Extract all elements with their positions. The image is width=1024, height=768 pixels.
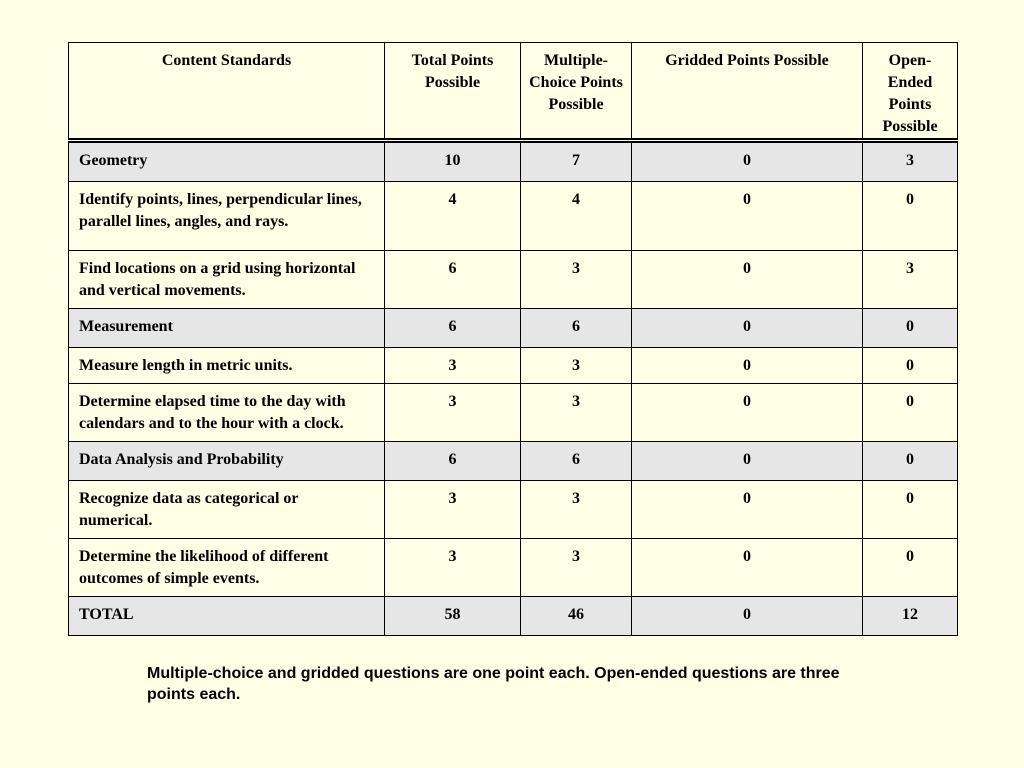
header-gridded-points: Gridded Points Possible (632, 43, 863, 141)
row-label: Measure length in metric units. (69, 348, 385, 384)
row-label: Measurement (69, 309, 385, 348)
table-row (69, 442, 958, 481)
total-points-cell: 4 (385, 182, 521, 251)
total-points-cell: 3 (385, 539, 521, 597)
footnote: Multiple-choice and gridded questions are one point each. Open-ended questions are three points each. (147, 665, 840, 703)
gridded-cell: 0 (632, 251, 863, 309)
table-header-row (69, 43, 958, 141)
total-points-cell: 6 (385, 251, 521, 309)
open-ended-cell: 0 (863, 539, 958, 597)
multiple-choice-cell: 4 (521, 182, 632, 251)
gridded-cell: 0 (632, 384, 863, 442)
row-label: Identify points, lines, perpendicular lines, parallel lines, angles, and rays. (69, 182, 385, 251)
table-row (69, 309, 958, 348)
row-label: Recognize data as categorical or numerical. (69, 481, 385, 539)
table-row (69, 348, 958, 384)
table-row (69, 182, 958, 251)
table-row-total (69, 597, 958, 636)
table-row (69, 481, 958, 539)
row-label: TOTAL (69, 597, 385, 636)
table-row (69, 141, 958, 182)
open-ended-cell: 3 (863, 141, 958, 182)
multiple-choice-cell: 6 (521, 442, 632, 481)
total-points-cell: 58 (385, 597, 521, 636)
open-ended-cell: 0 (863, 481, 958, 539)
gridded-cell: 0 (632, 348, 863, 384)
gridded-cell: 0 (632, 309, 863, 348)
content-standards-table (68, 42, 958, 636)
open-ended-cell: 0 (863, 384, 958, 442)
total-points-cell: 3 (385, 348, 521, 384)
row-label: Geometry (69, 141, 385, 182)
multiple-choice-cell: 3 (521, 539, 632, 597)
open-ended-cell: 12 (863, 597, 958, 636)
multiple-choice-cell: 3 (521, 348, 632, 384)
open-ended-cell: 0 (863, 309, 958, 348)
gridded-cell: 0 (632, 597, 863, 636)
multiple-choice-cell: 3 (521, 481, 632, 539)
multiple-choice-cell: 6 (521, 309, 632, 348)
open-ended-cell: 0 (863, 182, 958, 251)
header-open-ended-points: Open-Ended Points Possible (863, 43, 958, 141)
multiple-choice-cell: 46 (521, 597, 632, 636)
gridded-cell: 0 (632, 481, 863, 539)
table-row (69, 251, 958, 309)
total-points-cell: 6 (385, 442, 521, 481)
multiple-choice-cell: 7 (521, 141, 632, 182)
row-label: Determine the likelihood of different outcomes of simple events. (69, 539, 385, 597)
gridded-cell: 0 (632, 539, 863, 597)
row-label: Find locations on a grid using horizontal and vertical movements. (69, 251, 385, 309)
multiple-choice-cell: 3 (521, 384, 632, 442)
header-content-standards: Content Standards (69, 43, 385, 141)
header-multiple-choice-points: Multiple-Choice Points Possible (521, 43, 632, 141)
multiple-choice-cell: 3 (521, 251, 632, 309)
row-label: Data Analysis and Probability (69, 442, 385, 481)
table-row (69, 539, 958, 597)
open-ended-cell: 3 (863, 251, 958, 309)
open-ended-cell: 0 (863, 348, 958, 384)
total-points-cell: 3 (385, 384, 521, 442)
open-ended-cell: 0 (863, 442, 958, 481)
header-total-points: Total Points Possible (385, 43, 521, 141)
total-points-cell: 10 (385, 141, 521, 182)
row-label: Determine elapsed time to the day with calendars and to the hour with a clock. (69, 384, 385, 442)
table-row (69, 384, 958, 442)
total-points-cell: 6 (385, 309, 521, 348)
gridded-cell: 0 (632, 442, 863, 481)
total-points-cell: 3 (385, 481, 521, 539)
gridded-cell: 0 (632, 182, 863, 251)
gridded-cell: 0 (632, 141, 863, 182)
